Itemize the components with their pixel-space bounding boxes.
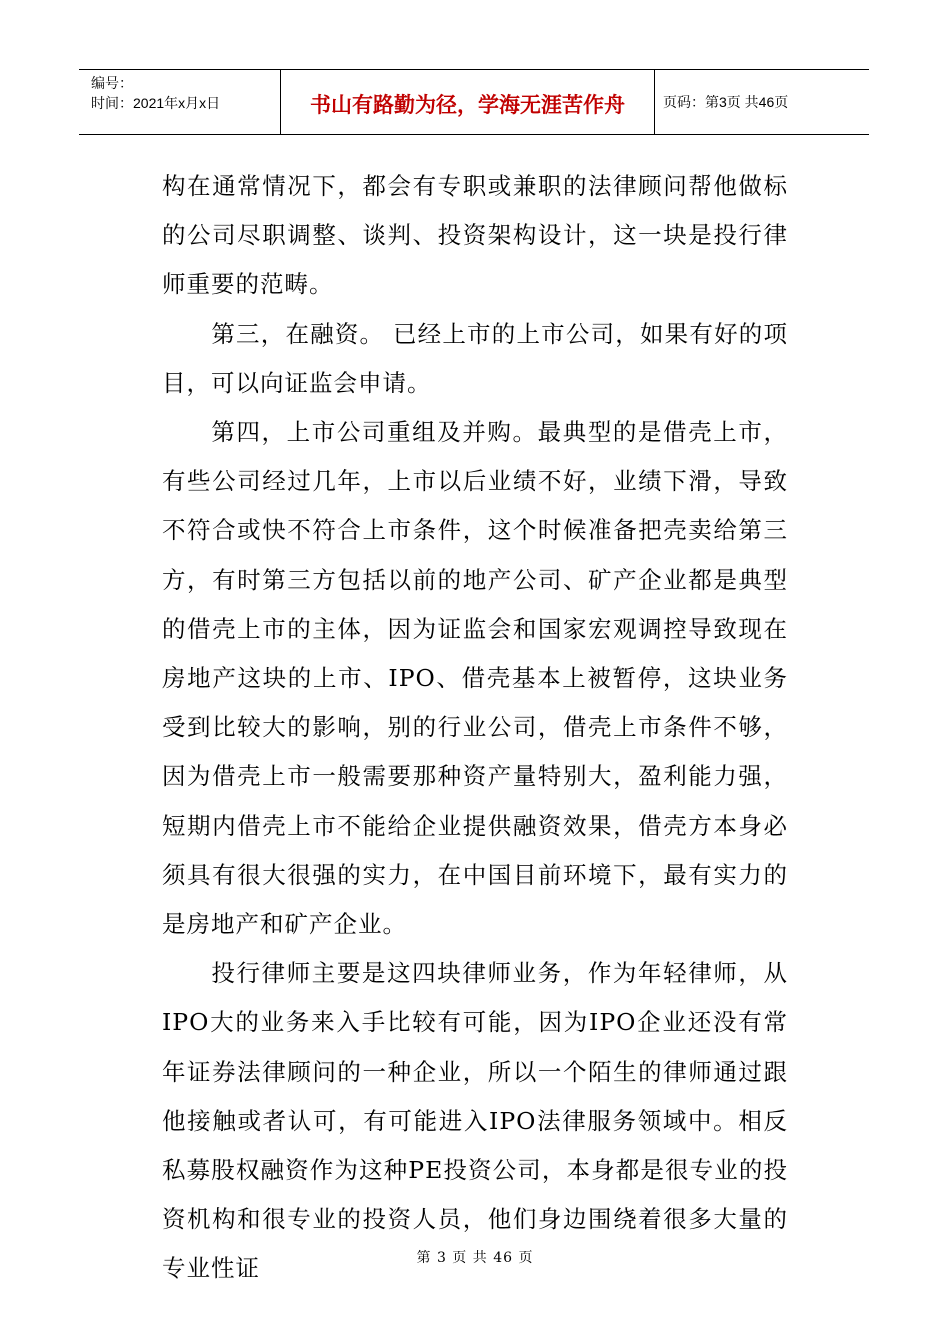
paragraph-fourth-restructuring: 第四，上市公司重组及并购。最典型的是借壳上市，有些公司经过几年，上市以后业绩不好，业绩下滑，导致不符合或快不符合上市条件，这个时候准备把壳卖给第三方，有时第三方包括以前的地产公司、矿产企业都是典型的借壳上市的主体，因为证监会和国家宏观调控导致现在房地产这块的上市、IPO、借壳基本上被暂停，这块业务受到比较大的影响，别的行业公司，借壳上市条件不够，因为借壳上市一般需要那种资产量特别大，盈利能力强，短期内借壳上市不能给企业提供融资效果，借壳方本身必须具有很大很强的实力，在中国目前环境下，最有实力的是房地产和矿产企业。 [162, 418, 788, 939]
page-header [79, 69, 869, 135]
paragraph-continuation: 构在通常情况下，都会有专职或兼职的法律顾问帮他做标的公司尽职调整、谈判、投资架构设计，这一块是投行律师重要的范畴。 [162, 172, 788, 299]
document-body [162, 162, 788, 1294]
header-motto: 书山有路勤为径，学海无涯苦作舟 [310, 93, 625, 117]
header-meta-cell [79, 70, 281, 134]
paragraph-investment-lawyer: 投行律师主要是这四块律师业务，作为年轻律师，从IPO大的业务来入手比较有可能，因为IPO企业还没有常年证券法律顾问的一种企业，所以一个陌生的律师通过跟他接触或者认可，有可能进入IPO法律服务领域中。相反私募股权融资作为这种PE投资公司，本身都是很专业的投资机构和很专业的投资人员，他们身边围绕着很多大量的专业性证 [162, 959, 788, 1283]
document-number-label: 编号： [91, 75, 133, 91]
document-date: 时间：2021年x月x日 [91, 95, 221, 111]
header-page-info: 页码：第3页 共46页 [663, 94, 789, 110]
page-footer: 第 3 页 共 46 页 [416, 1250, 534, 1266]
header-motto-cell [281, 70, 655, 134]
paragraph-third-financing: 第三，在融资。 已经上市的上市公司，如果有好的项目，可以向证监会申请。 [162, 319, 788, 397]
header-page-cell [655, 70, 869, 134]
